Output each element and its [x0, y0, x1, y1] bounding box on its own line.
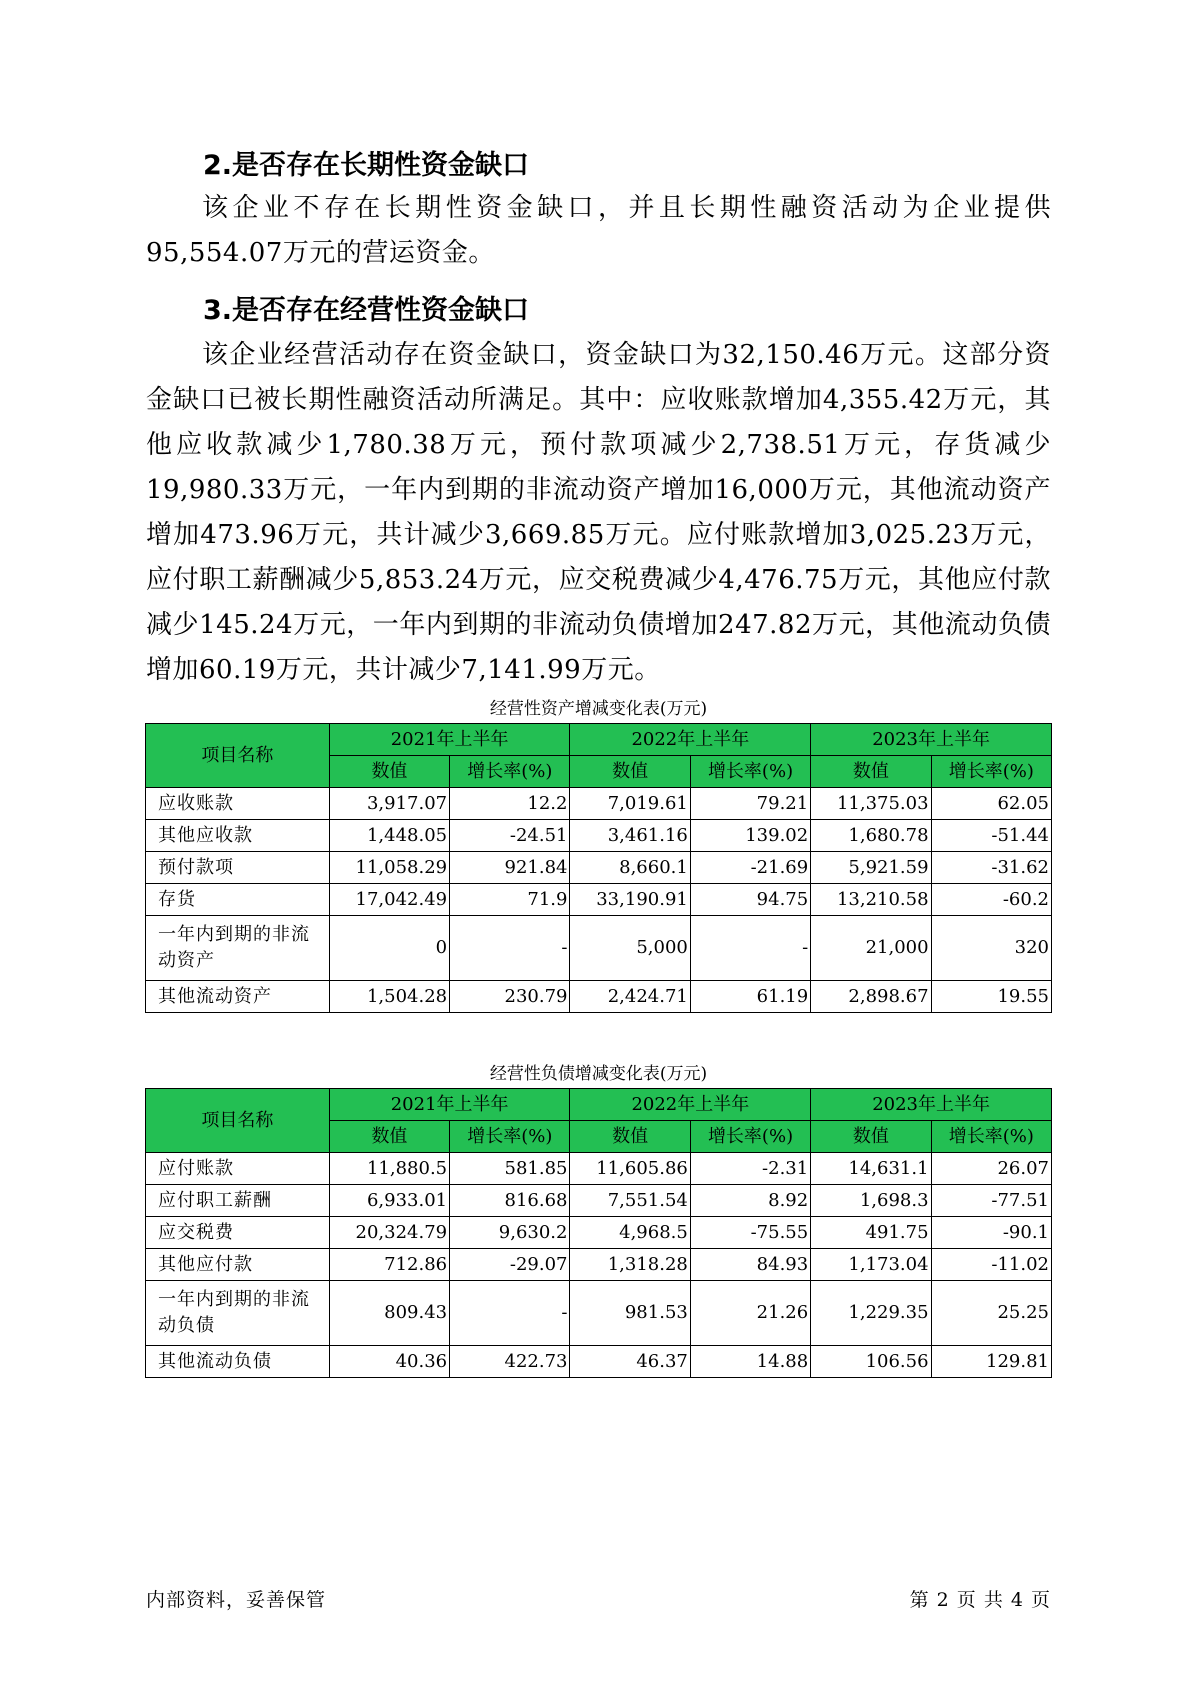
- table-row: [146, 1153, 1052, 1185]
- growth-rate-cell: -2.31: [690, 1153, 810, 1185]
- growth-rate-cell: 25.25: [931, 1281, 1051, 1346]
- growth-rate-cell: -11.02: [931, 1249, 1051, 1281]
- value-header: 数值: [329, 1121, 449, 1153]
- value-cell: 17,042.49: [329, 884, 449, 916]
- growth-rate-cell: -21.69: [690, 852, 810, 884]
- growth-rate-cell: 230.79: [450, 981, 570, 1013]
- growth-rate-cell: 21.26: [690, 1281, 810, 1346]
- value-cell: 46.37: [570, 1346, 690, 1378]
- row-item-name: 应交税费: [146, 1217, 330, 1249]
- year-header: 2023年上半年: [811, 724, 1052, 756]
- value-cell: 11,880.5: [329, 1153, 449, 1185]
- footer-page-number: 第 2 页 共 4 页: [909, 1589, 1051, 1611]
- year-header: 2021年上半年: [329, 724, 570, 756]
- value-cell: 809.43: [329, 1281, 449, 1346]
- section-2-heading: 2.是否存在长期性资金缺口: [203, 150, 530, 181]
- growth-rate-cell: 816.68: [450, 1185, 570, 1217]
- value-header: 数值: [570, 756, 690, 788]
- table-row: [146, 981, 1052, 1013]
- row-item-name: 存货: [146, 884, 330, 916]
- growth-rate-cell: 9,630.2: [450, 1217, 570, 1249]
- growth-header: 增长率(%): [450, 1121, 570, 1153]
- row-item-name: 应收账款: [146, 788, 330, 820]
- value-cell: 1,698.3: [811, 1185, 931, 1217]
- table-row: [146, 1185, 1052, 1217]
- row-item-name: 应付职工薪酬: [146, 1185, 330, 1217]
- growth-header: 增长率(%): [931, 1121, 1051, 1153]
- section-3-paragraph: 该企业经营活动存在资金缺口，资金缺口为32,150.46万元。这部分资金缺口已被长期性融资活动所满足。其中：应收账款增加4,355.42万元，其他应收款减少1,780.38万元，预付款项减少2,738.51万元，存货减少19,980.33万元，一年内到期的非流动资产增加16,000万元，其他流动资产增加473.96万元，共计减少3,669.85万元。应付账款增加3,025.23万元，应付职工薪酬减少5,853.24万元，应交税费减少4,476.75万元，其他应付款减少145.24万元，一年内到期的非流动负债增加247.82万元，其他流动负债增加60.19万元，共计减少7,141.99万元。: [146, 340, 1051, 685]
- growth-rate-cell: 79.21: [690, 788, 810, 820]
- growth-rate-cell: -60.2: [931, 884, 1051, 916]
- value-cell: 13,210.58: [811, 884, 931, 916]
- growth-rate-cell: 320: [931, 916, 1051, 981]
- growth-rate-cell: -51.44: [931, 820, 1051, 852]
- liabilities-change-table: [145, 1088, 1052, 1378]
- row-item-name: 其他应收款: [146, 820, 330, 852]
- growth-rate-cell: 19.55: [931, 981, 1051, 1013]
- value-cell: 981.53: [570, 1281, 690, 1346]
- row-item-name: 其他应付款: [146, 1249, 330, 1281]
- growth-header: 增长率(%): [931, 756, 1051, 788]
- value-cell: 5,921.59: [811, 852, 931, 884]
- value-cell: 712.86: [329, 1249, 449, 1281]
- growth-rate-cell: 422.73: [450, 1346, 570, 1378]
- value-cell: 7,551.54: [570, 1185, 690, 1217]
- growth-rate-cell: 129.81: [931, 1346, 1051, 1378]
- growth-rate-cell: 8.92: [690, 1185, 810, 1217]
- value-cell: 1,173.04: [811, 1249, 931, 1281]
- growth-rate-cell: -: [450, 1281, 570, 1346]
- value-cell: 106.56: [811, 1346, 931, 1378]
- value-cell: 21,000: [811, 916, 931, 981]
- value-header: 数值: [811, 756, 931, 788]
- item-name-header: 项目名称: [146, 1089, 330, 1153]
- row-item-name: 一年内到期的非流动资产: [146, 916, 330, 981]
- table-row: [146, 1249, 1052, 1281]
- table-row: [146, 788, 1052, 820]
- row-item-name: 一年内到期的非流动负债: [146, 1281, 330, 1346]
- growth-rate-cell: 62.05: [931, 788, 1051, 820]
- growth-rate-cell: -31.62: [931, 852, 1051, 884]
- value-cell: 8,660.1: [570, 852, 690, 884]
- growth-rate-cell: 94.75: [690, 884, 810, 916]
- growth-rate-cell: -29.07: [450, 1249, 570, 1281]
- value-cell: 2,898.67: [811, 981, 931, 1013]
- value-cell: 3,461.16: [570, 820, 690, 852]
- value-cell: 6,933.01: [329, 1185, 449, 1217]
- liabilities-table-caption: 经营性负债增减变化表(万元): [489, 1064, 708, 1084]
- value-cell: 11,605.86: [570, 1153, 690, 1185]
- growth-rate-cell: 84.93: [690, 1249, 810, 1281]
- value-cell: 40.36: [329, 1346, 449, 1378]
- value-cell: 11,058.29: [329, 852, 449, 884]
- value-cell: 20,324.79: [329, 1217, 449, 1249]
- table-row: [146, 820, 1052, 852]
- growth-rate-cell: 71.9: [450, 884, 570, 916]
- row-item-name: 应付账款: [146, 1153, 330, 1185]
- item-name-header: 项目名称: [146, 724, 330, 788]
- table-row: [146, 1346, 1052, 1378]
- value-header: 数值: [570, 1121, 690, 1153]
- value-cell: 4,968.5: [570, 1217, 690, 1249]
- year-header: 2021年上半年: [329, 1089, 570, 1121]
- growth-rate-cell: 12.2: [450, 788, 570, 820]
- value-cell: 3,917.07: [329, 788, 449, 820]
- value-cell: 1,680.78: [811, 820, 931, 852]
- footer-confidential-note: 内部资料，妥善保管: [146, 1589, 327, 1611]
- value-cell: 14,631.1: [811, 1153, 931, 1185]
- value-cell: 1,318.28: [570, 1249, 690, 1281]
- row-item-name: 其他流动资产: [146, 981, 330, 1013]
- assets-table-caption: 经营性资产增减变化表(万元): [489, 699, 708, 719]
- growth-rate-cell: -: [690, 916, 810, 981]
- row-item-name: 预付款项: [146, 852, 330, 884]
- growth-rate-cell: 139.02: [690, 820, 810, 852]
- table-row: [146, 1281, 1052, 1346]
- growth-rate-cell: -77.51: [931, 1185, 1051, 1217]
- section-2-paragraph: 该企业不存在长期性资金缺口，并且长期性融资活动为企业提供95,554.07万元的营运资金。: [146, 193, 1051, 268]
- table-row: [146, 1217, 1052, 1249]
- value-cell: 1,448.05: [329, 820, 449, 852]
- growth-rate-cell: 581.85: [450, 1153, 570, 1185]
- table-row: [146, 852, 1052, 884]
- year-header: 2022年上半年: [570, 724, 811, 756]
- value-cell: 1,229.35: [811, 1281, 931, 1346]
- growth-rate-cell: 921.84: [450, 852, 570, 884]
- value-header: 数值: [811, 1121, 931, 1153]
- table-row: [146, 916, 1052, 981]
- value-cell: 7,019.61: [570, 788, 690, 820]
- year-header: 2023年上半年: [811, 1089, 1052, 1121]
- growth-rate-cell: -90.1: [931, 1217, 1051, 1249]
- growth-rate-cell: 14.88: [690, 1346, 810, 1378]
- growth-header: 增长率(%): [690, 756, 810, 788]
- growth-header: 增长率(%): [690, 1121, 810, 1153]
- value-cell: 2,424.71: [570, 981, 690, 1013]
- row-item-name: 其他流动负债: [146, 1346, 330, 1378]
- growth-rate-cell: -24.51: [450, 820, 570, 852]
- growth-header: 增长率(%): [450, 756, 570, 788]
- value-cell: 1,504.28: [329, 981, 449, 1013]
- value-cell: 11,375.03: [811, 788, 931, 820]
- value-cell: 0: [329, 916, 449, 981]
- assets-change-table: [145, 723, 1052, 1013]
- value-header: 数值: [329, 756, 449, 788]
- section-3-heading: 3.是否存在经营性资金缺口: [203, 295, 530, 326]
- growth-rate-cell: -75.55: [690, 1217, 810, 1249]
- value-cell: 33,190.91: [570, 884, 690, 916]
- year-header: 2022年上半年: [570, 1089, 811, 1121]
- table-row: [146, 884, 1052, 916]
- growth-rate-cell: 26.07: [931, 1153, 1051, 1185]
- value-cell: 5,000: [570, 916, 690, 981]
- growth-rate-cell: -: [450, 916, 570, 981]
- value-cell: 491.75: [811, 1217, 931, 1249]
- growth-rate-cell: 61.19: [690, 981, 810, 1013]
